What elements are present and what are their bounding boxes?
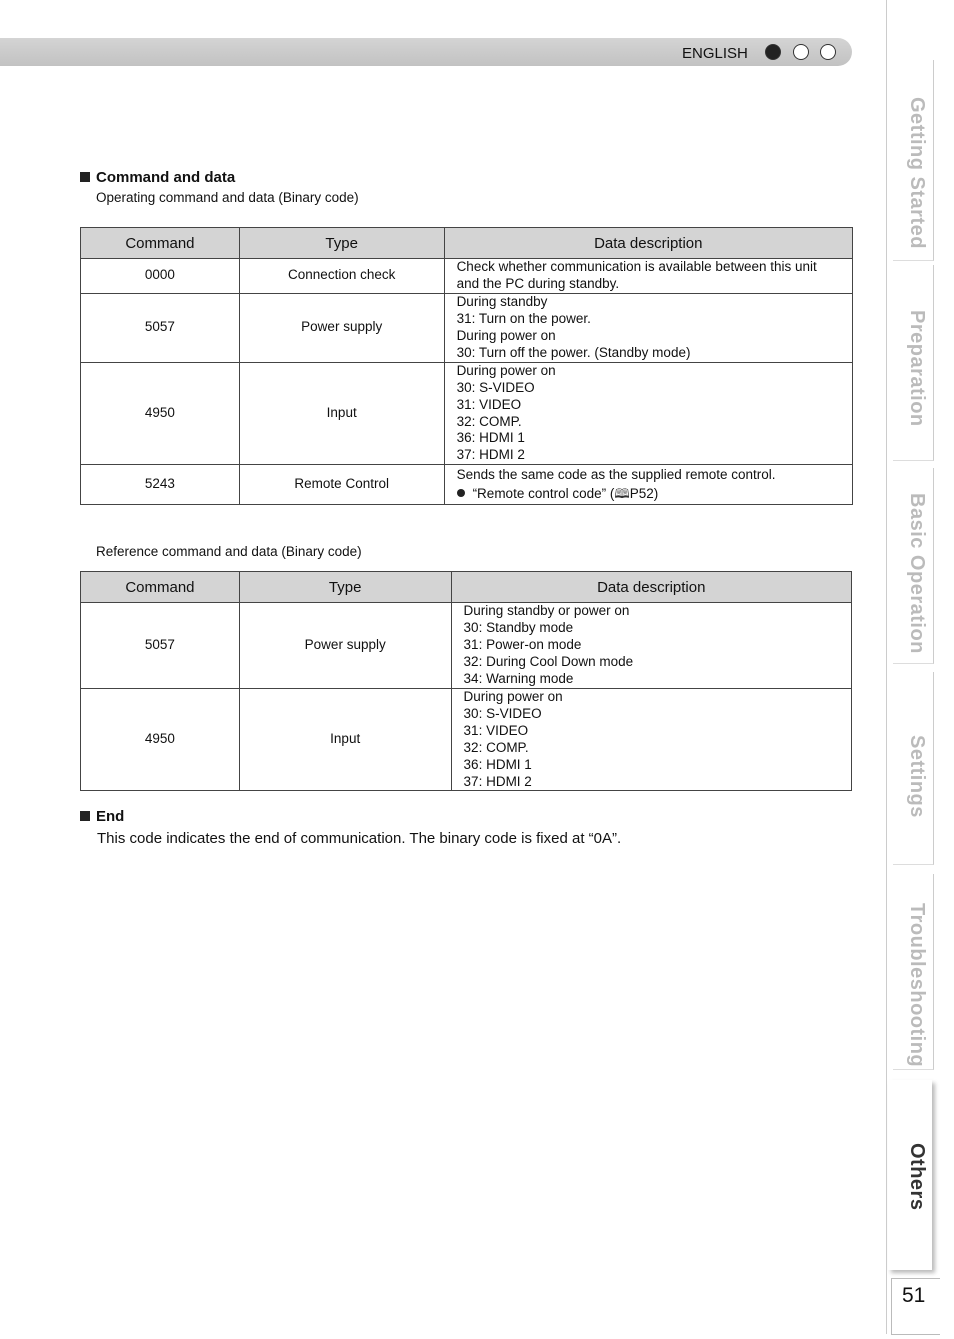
heading-text: Command and data [96,169,236,186]
square-bullet-icon [80,811,90,821]
type-cell: Power supply [239,603,451,689]
sidebar-divider [886,0,887,1334]
page-indicator-empty-icon [820,44,836,60]
table-header-row [81,228,853,259]
page-number: 51 [902,1284,926,1307]
description-cell [451,603,851,689]
desc-line: Sends the same code as the supplied remote control. [456,466,776,482]
reference-command-subtitle: Reference command and data (Binary code) [96,544,362,559]
column-header: Data description [444,228,852,259]
tab-label: Settings [906,735,928,818]
table-row [81,259,853,294]
desc-line: During power on [456,362,556,378]
description-cell [444,465,852,505]
table-row [81,293,853,362]
column-header: Type [239,228,444,259]
desc-line: and the PC during standby. [456,275,620,291]
column-header: Data description [451,572,851,603]
desc-line: During power on [463,689,563,704]
section-heading-end [80,808,124,825]
table-row [81,362,853,464]
type-cell: Input [239,689,451,791]
desc-line: 31: VIDEO [456,396,522,412]
table-row [81,689,852,791]
desc-line: 30: S-VIDEO [463,705,542,721]
end-description: This code indicates the end of communication. The binary code is fixed at “0A”. [97,830,622,847]
language-label: ENGLISH [682,45,748,62]
desc-line: 34: Warning mode [463,670,574,686]
reference-command-table [80,571,852,791]
desc-line: 36: HDMI 1 [456,430,525,446]
table-row [81,465,853,505]
type-cell: Connection check [239,259,444,294]
round-bullet-icon [457,489,465,497]
heading-text: End [96,808,125,825]
reference-text: “Remote control code” ( [472,485,615,501]
command-cell: 4950 [81,689,240,791]
command-cell: 5057 [81,293,240,362]
desc-line: 31: VIDEO [463,722,529,738]
desc-line: During standby or power on [463,603,630,619]
tab-label: Getting Started [906,97,928,249]
tab-label: Preparation [906,310,928,427]
command-cell: 5243 [81,465,240,505]
command-cell: 4950 [81,362,240,464]
description-cell [444,293,852,362]
column-header: Command [81,228,240,259]
desc-line: Check whether communication is available between this unit [456,259,817,274]
type-cell: Remote Control [239,465,444,505]
page-indicator-empty-icon [793,44,809,60]
book-reference-icon: 🕮 [614,485,630,501]
desc-line: 32: During Cool Down mode [463,653,634,669]
desc-line: During standby [456,294,548,309]
remote-control-reference[interactable] [457,486,852,503]
desc-line: 30: S-VIDEO [456,379,535,395]
desc-line: 32: COMP. [456,413,522,429]
type-cell: Input [239,362,444,464]
column-header: Command [81,572,240,603]
desc-line: 32: COMP. [463,739,529,755]
desc-line: 30: Turn off the power. (Standby mode) [456,344,691,360]
description-cell [444,362,852,464]
desc-line: 31: Power-on mode [463,637,582,653]
tab-label: Basic Operation [906,493,928,654]
desc-line: 37: HDMI 2 [463,773,532,789]
table-row [81,603,852,689]
tab-label-active: Others [906,1143,928,1211]
tab-label: Troubleshooting [906,903,928,1068]
desc-line: During power on [456,327,556,343]
type-cell: Power supply [239,293,444,362]
section-heading-command-and-data [80,169,235,186]
command-cell: 0000 [81,259,240,294]
operating-command-table [80,227,853,505]
command-cell: 5057 [81,603,240,689]
page-indicator-filled-icon [765,44,781,60]
description-cell [444,259,852,294]
desc-line: 30: Standby mode [463,620,574,636]
desc-line: 37: HDMI 2 [456,447,525,463]
operating-command-subtitle: Operating command and data (Binary code) [96,190,359,205]
description-cell [451,689,851,791]
square-bullet-icon [80,172,90,182]
reference-page: P52) [629,485,659,501]
desc-line: 36: HDMI 1 [463,756,532,772]
desc-line: 31: Turn on the power. [456,310,591,326]
table-header-row [81,572,852,603]
column-header: Type [239,572,451,603]
